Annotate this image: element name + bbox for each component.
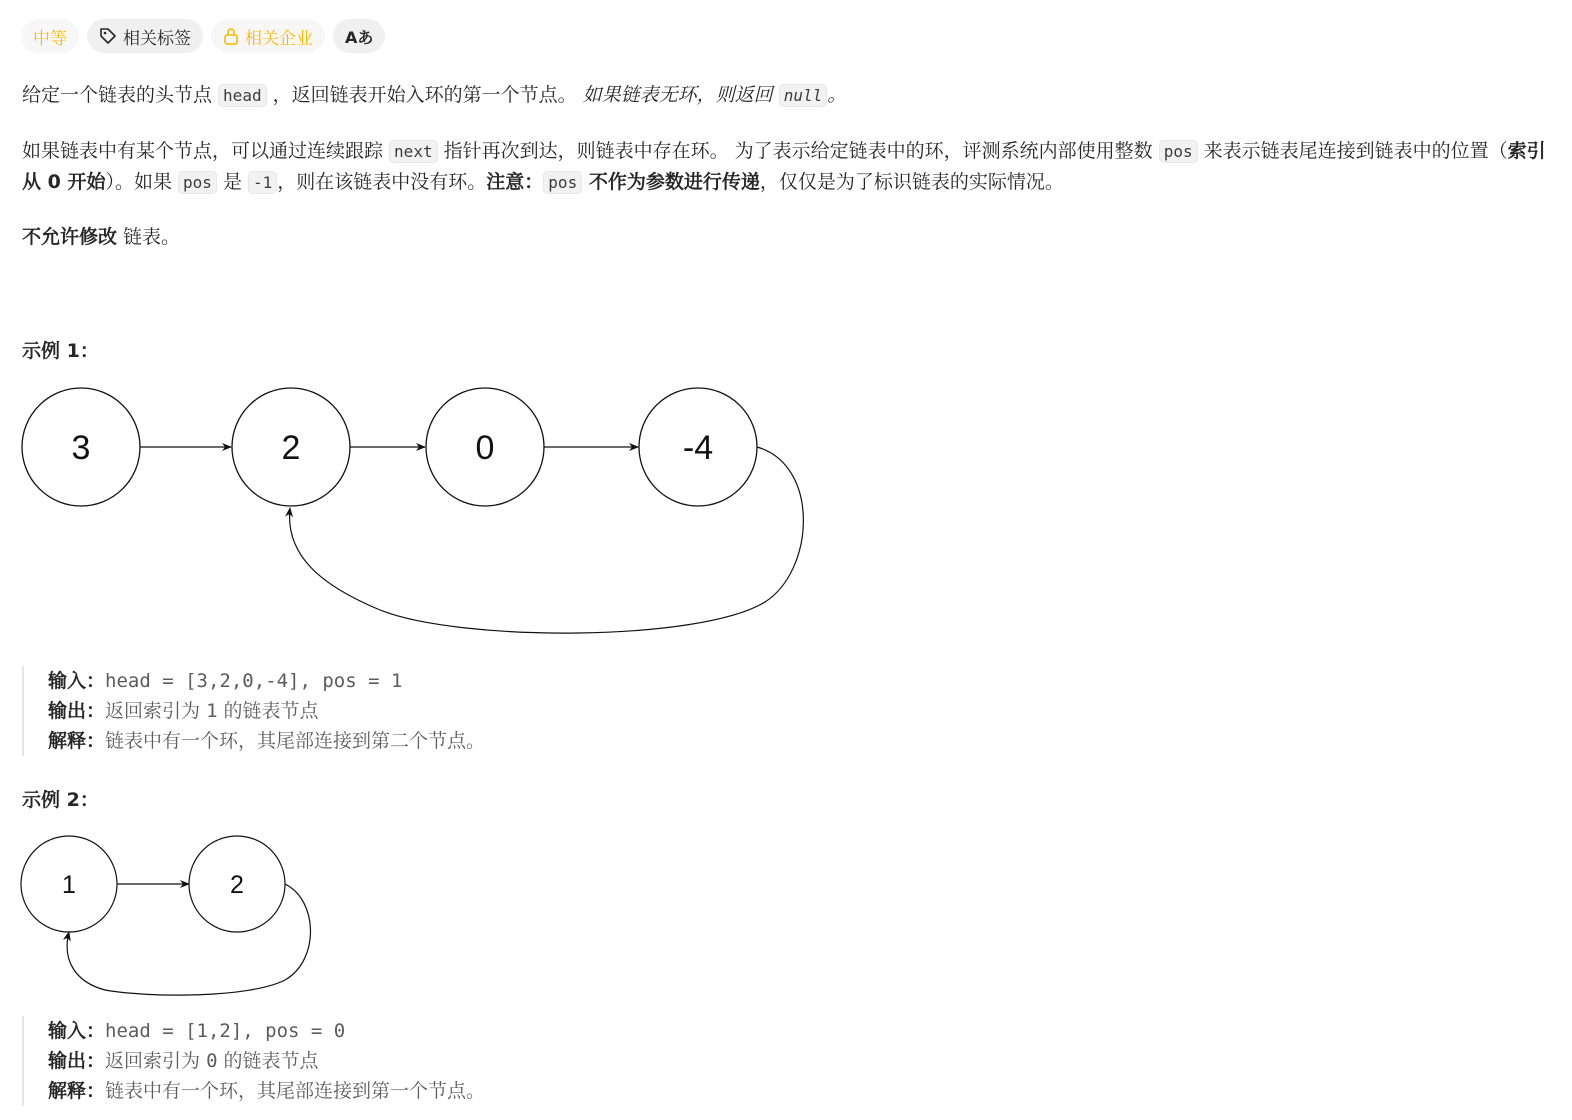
node-value: 3 — [71, 429, 91, 467]
text: 给定一个链表的头节点 — [22, 84, 219, 106]
text: 如果链表中有某个节点，可以通过连续跟踪 — [22, 140, 390, 162]
text: 来表示链表尾连接到链表中的位置（ — [1197, 140, 1508, 162]
io-output-line — [48, 1046, 485, 1076]
output-text: 的链表节点 — [217, 1050, 319, 1072]
difficulty-label: 中等 — [33, 28, 67, 49]
list-node — [189, 836, 285, 932]
text: 如果链表无环，则返回 — [582, 84, 779, 106]
description-paragraph-2 — [22, 136, 1550, 198]
io-output-line — [48, 696, 485, 726]
output-index: 0 — [206, 1050, 218, 1072]
node-value: 2 — [281, 429, 301, 467]
output-label: 输出： — [48, 1050, 106, 1072]
output-index: 1 — [206, 700, 218, 722]
text: ，仅仅是为了标识链表的实际情况。 — [759, 171, 1064, 193]
related-tags-button[interactable] — [87, 19, 203, 53]
text: 。 — [827, 84, 847, 106]
output-text: 的链表节点 — [217, 700, 319, 722]
code-minus-one: -1 — [248, 171, 277, 194]
list-node — [639, 388, 757, 506]
node-value: 2 — [230, 871, 244, 899]
related-tags-label: 相关标签 — [123, 28, 191, 49]
input-value: head = [1,2], pos = 0 — [105, 1020, 346, 1042]
text: 指针再次到达，则链表中存在环。 为了表示给定链表中的环，评测系统内部使用整数 — [437, 140, 1159, 162]
output-text: 返回索引为 — [105, 700, 207, 722]
text: ，返回链表开始入环的第一个节点。 — [266, 84, 583, 106]
explain-label: 解释： — [48, 1080, 106, 1102]
example-2-io — [22, 1016, 485, 1106]
io-explain-line — [48, 1076, 485, 1106]
explain-value: 链表中有一个环，其尾部连接到第一个节点。 — [105, 1080, 486, 1102]
input-label: 输入： — [48, 1020, 106, 1042]
related-companies-label: 相关企业 — [245, 28, 313, 49]
code-pos: pos — [178, 171, 217, 194]
list-node — [232, 388, 350, 506]
code-pos: pos — [1159, 140, 1198, 163]
difficulty-badge[interactable] — [21, 19, 79, 53]
tag-bar — [21, 19, 385, 53]
bold-text: 不作为参数进行传递 — [582, 171, 760, 193]
example-2-title: 示例 2： — [22, 789, 99, 811]
bold-text: 不允许修改 — [22, 226, 118, 248]
explain-label: 解释： — [48, 730, 106, 752]
related-companies-button[interactable] — [211, 19, 325, 53]
code-pos: pos — [543, 171, 582, 194]
input-label: 输入： — [48, 670, 106, 692]
node-value: 1 — [62, 871, 76, 899]
example-1-io — [22, 666, 485, 756]
example-1-title: 示例 1： — [22, 340, 99, 362]
list-node — [21, 836, 117, 932]
font-toggle-button[interactable] — [333, 19, 385, 53]
text: 链表。 — [117, 226, 181, 248]
explain-value: 链表中有一个环，其尾部连接到第二个节点。 — [105, 730, 486, 752]
tag-icon — [99, 27, 117, 45]
description-paragraph-1 — [22, 80, 1550, 111]
text: 是 — [216, 171, 248, 193]
description-paragraph-3 — [22, 222, 1550, 253]
code-null: null — [779, 84, 828, 107]
code-next: next — [389, 140, 438, 163]
io-input-line — [48, 666, 485, 696]
output-label: 输出： — [48, 700, 106, 722]
output-text: 返回索引为 — [105, 1050, 207, 1072]
node-value: -4 — [682, 429, 714, 467]
text: ）。如果 — [105, 171, 178, 193]
list-node — [426, 388, 544, 506]
node-value: 0 — [475, 429, 495, 467]
italic-note — [583, 84, 847, 106]
code-head: head — [218, 84, 267, 107]
text: ，则在该链表中没有环。 — [277, 171, 487, 193]
io-explain-line — [48, 726, 485, 756]
lock-icon — [223, 27, 239, 45]
bold-text: 索引从 0 开始 — [22, 140, 1546, 193]
translate-icon: Aあ — [345, 27, 374, 47]
example-2-diagram — [0, 830, 340, 1000]
list-node — [22, 388, 140, 506]
input-value: head = [3,2,0,-4], pos = 1 — [105, 670, 403, 692]
io-input-line — [48, 1016, 485, 1046]
bold-text: 注意： — [486, 171, 544, 193]
example-1-diagram — [0, 380, 840, 650]
